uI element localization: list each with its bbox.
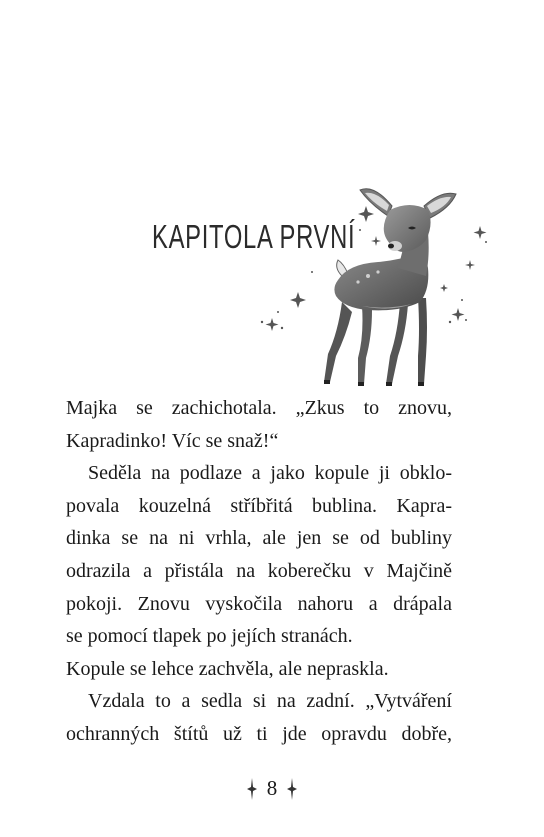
chapter-body-text (66, 392, 452, 751)
text-line: ochranných štítů už ti jde opravdu dobře, (66, 722, 452, 745)
text-line: se pomocí tlapek po jejích stranách. (66, 625, 353, 648)
text-line: Seděla na podlaze a jako kopule ji obklo- (88, 462, 452, 485)
fawn-illustration-icon (250, 172, 500, 394)
text-line: odrazila a přistála na koberečku v Majčině (66, 559, 452, 582)
text-line: dinka se na ni vrhla, ale jen se od bubliny (66, 527, 452, 550)
text-line: povala kouzelná stříbřitá bublina. Kapra- (66, 494, 452, 517)
text-line: pokoji. Znovu vyskočila nahoru a drápala (66, 592, 452, 615)
sparkle-ornament-icon (287, 778, 297, 800)
page-number: 8 (266, 776, 278, 800)
page-footer (0, 776, 544, 806)
text-line: Majka se zachichotala. „Zkus to znovu, (66, 397, 452, 419)
text-line: Kapradinko! Víc se snaž!“ (66, 429, 279, 452)
text-line: Vzdala to a sedla si na zadní. „Vytváření (88, 690, 452, 713)
page-number-group (247, 776, 298, 801)
sparkle-ornament-icon (247, 778, 257, 800)
chapter-title: KAPITOLA PRVNÍ (152, 218, 356, 255)
text-line: Kopule se lehce zachvěla, ale nepraskla. (66, 657, 389, 680)
